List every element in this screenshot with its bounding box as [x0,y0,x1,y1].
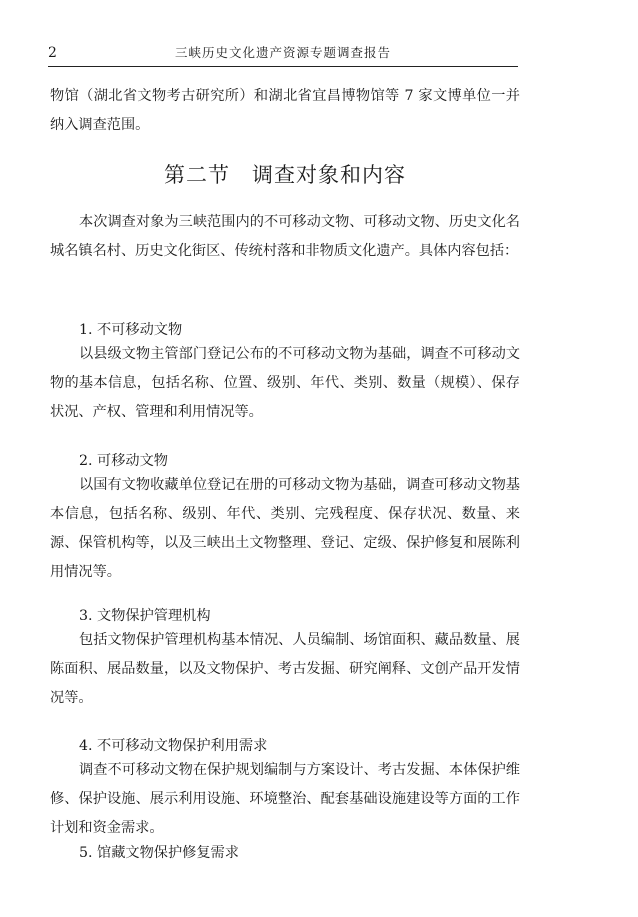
section-heading: 第二节 调查对象和内容 [164,163,406,187]
item-heading-immovable-protection-needs: 4. 不可移动文物保护利用需求 [79,738,268,754]
running-header [48,44,518,67]
item-paragraph-immovable-protection-needs: 调查不可移动文物在保护规划编制与方案设计、考古发掘、本体保护维修、保护设施、展示利用设施、环境整治、配套基础设施建设等方面的工作计划和资金需求。 [50,762,520,836]
item-heading-movable-relics: 2. 可移动文物 [79,453,168,469]
item-paragraph-movable-relics: 以国有文物收藏单位登记在册的可移动文物为基础，调查可移动文物基本信息，包括名称、级别、年代、类别、完残程度、保存状况、数量、来源、保管机构等，以及三峡出土文物整理、登记、定级、保护修复和展陈利用情况等。 [50,477,520,580]
item-paragraph-management-agencies: 包括文物保护管理机构基本情况、人员编制、场馆面积、藏品数量、展陈面积、展品数量，以及文物保护、考古发掘、研究阐释、文创产品开发情况等。 [50,632,520,706]
item-heading-immovable-relics: 1. 不可移动文物 [79,322,183,338]
item-heading-management-agencies: 3. 文物保护管理机构 [79,608,211,624]
intro-continuation-paragraph: 物馆（湖北省文物考古研究所）和湖北省宜昌博物馆等 7 家文博单位一并纳入调查范围。 [50,88,520,133]
running-header-title: 三峡历史文化遗产资源专题调查报告 [174,45,391,60]
section-intro-paragraph: 本次调查对象为三峡范围内的不可移动文物、可移动文物、历史文化名城名镇名村、历史文化街区、传统村落和非物质文化遗产。具体内容包括： [50,214,520,259]
page-number: 2 [48,45,57,61]
item-paragraph-immovable-relics: 以县级文物主管部门登记公布的不可移动文物为基础，调查不可移动文物的基本信息，包括名称、位置、级别、年代、类别、数量（规模）、保存状况、产权、管理和利用情况等。 [50,346,520,420]
item-heading-collection-restoration-needs: 5. 馆藏文物保护修复需求 [79,845,239,861]
